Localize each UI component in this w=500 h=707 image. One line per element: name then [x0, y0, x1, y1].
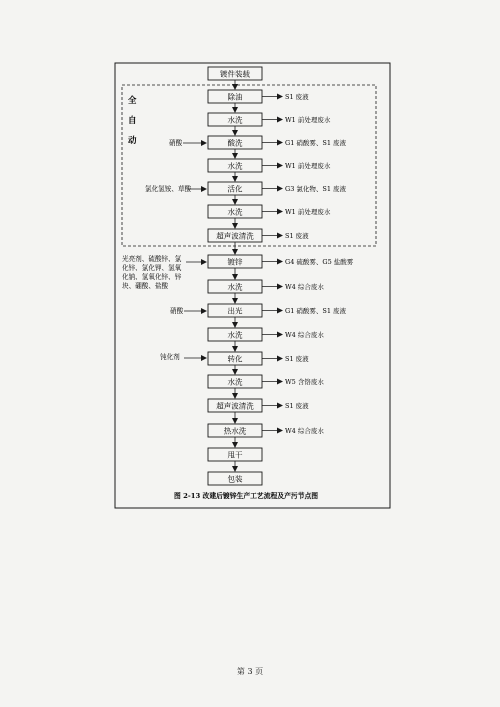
step-4	[208, 159, 262, 172]
step-label: 转化	[227, 354, 243, 364]
emission-note-text: G1 硝酸雾、S1 废液	[285, 139, 347, 147]
emission-note-text: S1 废液	[285, 355, 309, 363]
step-label: 镀锌	[227, 257, 243, 267]
emission-note	[262, 426, 324, 435]
emission-note	[262, 161, 331, 170]
step-label: 酸洗	[227, 138, 243, 148]
emission-note	[262, 184, 347, 193]
input-activation	[145, 184, 206, 193]
input-zinc-plating	[122, 254, 206, 290]
step-17	[208, 472, 262, 485]
step-1	[208, 90, 262, 103]
step-label: 包装	[227, 474, 243, 484]
svg-text:光亮剂、硫酸锌、氯: 光亮剂、硫酸锌、氯	[122, 255, 182, 263]
step-16	[208, 448, 262, 461]
emission-notes	[262, 92, 354, 435]
emission-note-text: G3 氯化物、S1 废液	[285, 185, 347, 193]
emission-note-text: W1 前处理废水	[285, 208, 331, 216]
page-number: 第 3 页	[236, 667, 264, 676]
emission-note-text: S1 废液	[285, 402, 309, 410]
step-10	[208, 304, 262, 317]
input-acid-wash	[169, 138, 206, 147]
step-11	[208, 328, 262, 341]
step-label: 水洗	[227, 377, 243, 387]
step-label: 水洗	[227, 115, 243, 125]
step-9	[208, 280, 262, 293]
emission-note	[262, 401, 309, 410]
step-7	[208, 229, 262, 242]
step-label: 甩干	[227, 450, 243, 460]
step-label: 水洗	[227, 161, 243, 171]
svg-text:钝化剂: 钝化剂	[160, 353, 180, 361]
input-conversion	[160, 352, 206, 361]
emission-note	[262, 115, 331, 124]
step-label: 超声波清洗	[216, 231, 254, 241]
emission-note	[262, 354, 309, 363]
emission-note	[262, 257, 354, 266]
step-label: 出光	[227, 306, 243, 316]
step-label: 镀件装载	[220, 69, 250, 79]
emission-note-text: W5 含铬废水	[285, 378, 324, 386]
svg-text:块、硼酸、盐酸: 块、硼酸、盐酸	[122, 282, 169, 290]
emission-note	[262, 138, 347, 147]
step-label: 水洗	[227, 282, 243, 292]
emission-note	[262, 306, 347, 315]
svg-text:硝酸: 硝酸	[169, 139, 183, 147]
emission-note-text: G1 硝酸雾、S1 废液	[285, 307, 347, 315]
emission-note	[262, 207, 331, 216]
step-0	[208, 67, 262, 80]
step-13	[208, 375, 262, 388]
step-label: 超声波清洗	[216, 401, 254, 411]
figure-caption: 图 2-13 改建后镀锌生产工艺流程及产污节点图	[174, 492, 319, 500]
step-label: 除油	[227, 92, 243, 102]
step-5	[208, 182, 262, 195]
emission-note-text: W4 综合废水	[285, 283, 324, 291]
auto-label-3: 动	[128, 136, 137, 146]
step-12	[208, 352, 262, 365]
emission-note-text: W4 综合废水	[285, 331, 324, 339]
step-6	[208, 205, 262, 218]
svg-text:化锌、氯化钾、氢氧: 化锌、氯化钾、氢氧	[122, 264, 182, 272]
input-polish	[170, 306, 206, 315]
emission-note-text: W4 综合废水	[285, 427, 324, 435]
auto-label-2: 自	[128, 116, 137, 126]
step-8	[208, 255, 262, 268]
step-label: 水洗	[227, 330, 243, 340]
auto-label-1: 全	[128, 96, 137, 106]
emission-note	[262, 282, 324, 291]
step-label: 热水洗	[223, 426, 247, 436]
step-2	[208, 113, 262, 126]
emission-note-text: S1 废液	[285, 93, 309, 101]
emission-note	[262, 92, 309, 101]
svg-text:化钠、氢氧化锌、锌: 化钠、氢氧化锌、锌	[122, 273, 182, 281]
emission-note-text: W1 前处理废水	[285, 162, 331, 170]
emission-note-text: G4 硫酸雾、G5 盐酸雾	[285, 258, 354, 266]
emission-note-text: S1 废液	[285, 232, 309, 240]
step-label: 水洗	[227, 207, 243, 217]
emission-note	[262, 377, 324, 386]
emission-note	[262, 231, 309, 240]
svg-text:硝酸: 硝酸	[170, 307, 184, 315]
emission-note-text: W1 前处理废水	[285, 116, 331, 124]
step-15	[208, 424, 262, 437]
step-14	[208, 399, 262, 412]
step-3	[208, 136, 262, 149]
emission-note	[262, 330, 324, 339]
svg-text:氯化氢铵、草酸: 氯化氢铵、草酸	[145, 185, 192, 193]
step-label: 活化	[227, 184, 243, 194]
